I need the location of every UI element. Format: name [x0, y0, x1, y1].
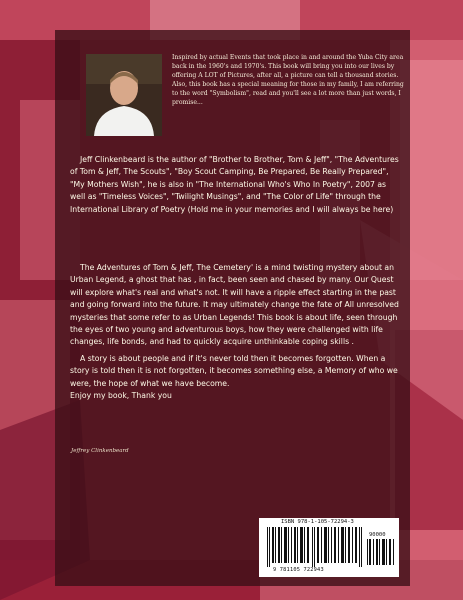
story-closing: A story is about people and if it's never told then it becomes forgotten. When a story is told then it is not forgotten, it becomes something else, a Memory of who we were, the hope of what we have become.	[70, 353, 398, 388]
isbn-text: ISBN 978-1-105-72294-3	[281, 519, 354, 525]
sign-off: Enjoy my book, Thank you	[70, 391, 172, 401]
book-blurb: Inspired by actual Events that took place in and around the Yuba City area back in the 1960's and 1970's. This book will bring you into our lives by offering A LOT of Pictures, after all, a picture can tell a thousand stories. Also, this book has a special meaning for those in my family, I am referring to the word "Symbolism", read and you'll see a lot more than just words, I promise...	[172, 54, 404, 106]
story-description: The Adventures of Tom & Jeff, The Cemetery' is a mind twisting mystery about an Urban Legend, a ghost that has , in fact, been seen and chased by many. Our Quest will explore what's real and what's not. It will have a ripple effect starting in the past and going forward into the future. It may ultimately change the fate of All unresolved mysteries that some refer to as Urban Legends! This book is about life, seen through the eyes of two young and adventurous boys, how they were challenged with life changes, life bonds, and had to quickly acquire unthinkable coping skills .	[70, 263, 399, 347]
story-section	[70, 262, 403, 402]
barcode-icon	[267, 527, 363, 567]
author-photo	[86, 54, 162, 136]
price-barcode-icon	[367, 539, 395, 565]
author-bio: Jeff Clinkenbeard is the author of "Brother to Brother, Tom & Jeff", "The Adventures of Tom & Jeff, The Scouts", "Boy Scout Camping, Be Prepared, Be Really Prepared", "My Mothers Wish", he is also in "The International Who's Who In Poetry", 2007 as well as "Timeless Voices", "Twilight Musings", and "The Color of Life" through the International Library of Poetry (Hold me in your memories and I will always be here)	[70, 155, 399, 214]
author-signature: Jeffrey Clinkenbeard	[71, 448, 129, 454]
barcode-digits: 9 781105 722943	[273, 567, 324, 573]
barcode-box	[259, 518, 399, 577]
price-code: 90000	[369, 532, 386, 538]
